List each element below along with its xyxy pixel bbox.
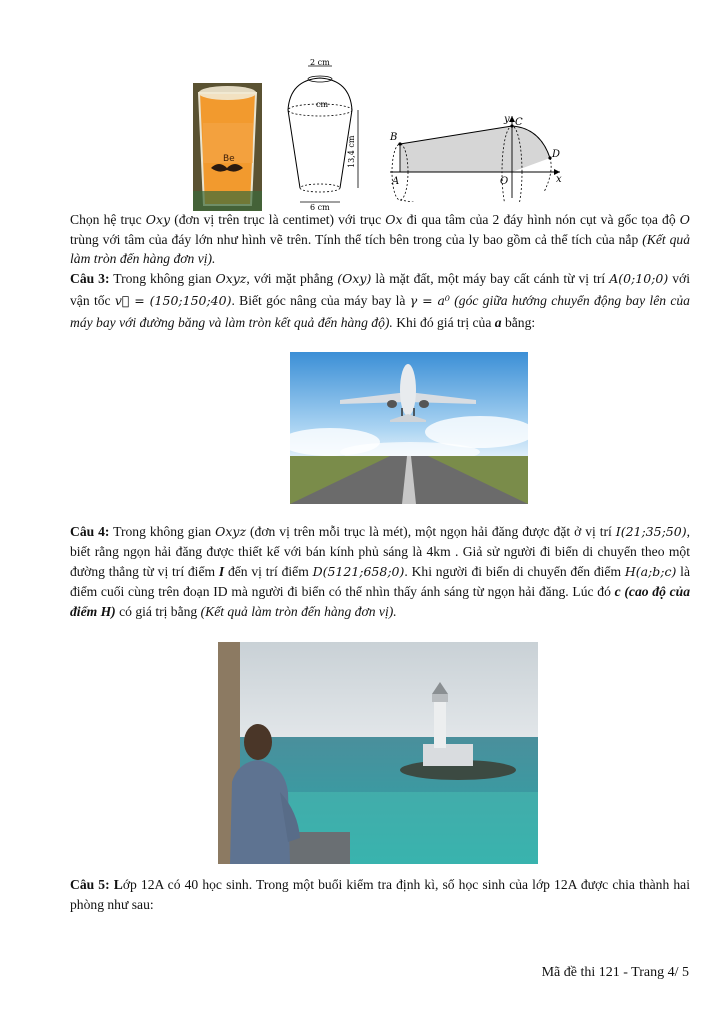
page-footer: Mã đề thi 121 - Trang 4/ 5 <box>541 965 689 980</box>
question-3-label: Câu 3: <box>70 271 110 286</box>
cup-bottom-label: 6 cm <box>310 203 330 210</box>
drink-cup-photo <box>193 83 262 211</box>
revolution-diagram <box>382 112 572 202</box>
label-O: O <box>500 176 509 187</box>
question-5: Câu 5: Lớp 12A có 40 học sinh. Trong một buổi kiểm tra định kì, số học sinh của lớp 12A được chia thành hai phòng như sau: <box>70 877 690 912</box>
question-5-label: Câu 5: <box>70 877 110 892</box>
question-4: Câu 4: Trong không gian Oxyz (đơn vị trên mỗi trục là mét), một ngọn hải đăng được đặt ở vị trí I(21;35;50), biết rằng ngọn hải đăng được thiết kế với bán kính phủ sáng là 4km . Giả sử người đi biển di chuyển theo một đường thẳng từ vị trí điểm I đến vị trí điểm D(5121;658;0). Khi người đi biển di chuyển đến điểm H(a;b;c) là điểm cuối cùng trên đoạn ID mà người đi biển có thể nhìn thấy ánh sáng từ ngọn hải đăng. Lúc đó c (cao độ của điểm H) có giá trị bằng (Kết quả làm tròn đến hàng đơn vị). <box>70 524 690 619</box>
label-B: B <box>390 132 398 143</box>
question-3: Câu 3: Trong không gian Oxyz, với mặt phẳng (Oxy) là mặt đất, một máy bay cất cánh từ vị trí A(0;10;0) với vận tốc v⃗ = (150;150;40). Biết góc nâng của máy bay là γ = a⁰ (góc giữa hướng chuyển động bay lên của máy bay với đường băng và làm tròn kết quả đến hàng độ). Khi đó giá trị của a bằng: <box>70 271 690 330</box>
svg-text:Be: Be <box>223 154 235 164</box>
question-4-label: Câu 4: <box>70 524 110 539</box>
label-y: y <box>504 114 510 125</box>
cup-diagram <box>282 58 364 210</box>
cup-height-label: 13,4 cm <box>347 135 356 168</box>
cup-lid-label: cm <box>316 100 329 109</box>
label-C: C <box>515 117 523 128</box>
label-A: A <box>392 176 400 187</box>
intro-paragraph: Chọn hệ trục Oxy (đơn vị trên trục là centimet) với trục Ox đi qua tâm của 2 đáy hình nón cụt và gốc tọa độ O trùng với tâm của đáy lớn như hình vẽ trên. Tính thể tích bên trong của ly bao gồm cả thể tích của nắp (Kết quả làm tròn đến hàng đơn vị). <box>70 212 690 266</box>
label-x: x <box>556 174 562 185</box>
cup-top-label: 2 cm <box>310 58 330 67</box>
lighthouse-photo <box>218 642 538 864</box>
label-D: D <box>552 149 561 160</box>
airplane-photo <box>290 352 528 504</box>
